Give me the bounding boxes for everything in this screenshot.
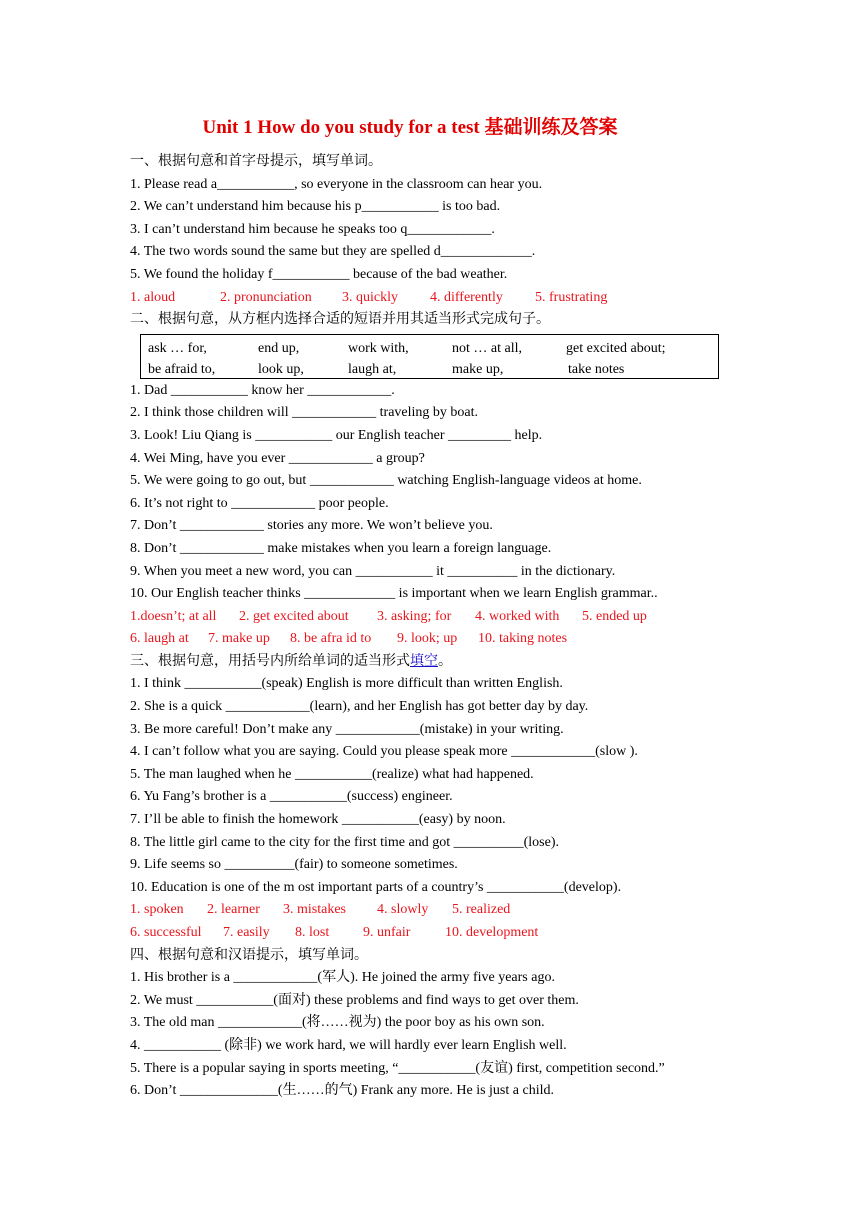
- document-body: [130, 151, 830, 1103]
- answer: 2. pronunciation: [220, 289, 312, 305]
- answer: 9. unfair: [363, 925, 411, 940]
- answer: 4. slowly: [377, 902, 429, 918]
- phrase: make up,: [452, 361, 504, 377]
- fill-blank-link[interactable]: 填空: [410, 653, 438, 669]
- section2-item: 8. Don’t ____________ make mistakes when you learn a foreign language.: [130, 540, 552, 556]
- section4-item: 4. ___________ (除非) we work hard, we will hardly ever learn English well.: [130, 1037, 567, 1053]
- answer: 4. differently: [430, 289, 503, 305]
- answer: 10. development: [445, 925, 539, 940]
- section3-heading-end: 。: [438, 653, 452, 669]
- phrase: not … at all,: [452, 340, 522, 356]
- answer: 3. mistakes: [283, 902, 346, 918]
- section3-item: 2. She is a quick ____________(learn), and her English has got better day by day.: [130, 699, 589, 715]
- section2-item: 1. Dad ___________ know her ____________.: [130, 382, 395, 398]
- section3-item: 3. Be more careful! Don’t make any ____________(mistake) in your writing.: [130, 721, 564, 737]
- section3-item: 10. Education is one of the m ost important parts of a country’s ___________(develop).: [130, 879, 622, 895]
- section3-heading-text: 三、根据句意，用括号内所给单词的适当形式: [130, 653, 410, 669]
- section4-item: 1. His brother is a ____________(军人). He joined the army five years ago.: [130, 970, 555, 986]
- phrase: end up,: [258, 340, 300, 356]
- section3-answers: [130, 922, 830, 945]
- phrase-box-row: [148, 359, 718, 380]
- section4-item: 6. Don’t ______________(生……的气) Frank any more. He is just a child.: [130, 1083, 554, 1099]
- phrase: ask … for,: [148, 340, 207, 356]
- section2-item: 10. Our English teacher thinks _____________ is important when we learn English grammar..: [130, 586, 658, 602]
- section3-heading: [130, 651, 830, 674]
- phrase: take notes: [568, 361, 625, 377]
- phrase: work with,: [348, 340, 409, 356]
- section3-item: 4. I can’t follow what you are saying. Could you please speak more ____________(slow ).: [130, 744, 638, 760]
- answer: 2. get excited about: [239, 608, 349, 624]
- section3-item: 8. The little girl came to the city for the first time and got __________(lose).: [130, 834, 559, 850]
- section1-heading: 一、根据句意和首字母提示，填写单词。: [130, 154, 382, 169]
- phrase: get excited about;: [566, 340, 666, 356]
- section2-answers: [130, 606, 830, 629]
- section2-item: 4. Wei Ming, have you ever ____________ a group?: [130, 450, 425, 466]
- answer: 8. be afra id to: [290, 631, 372, 647]
- answer: 3. quickly: [342, 289, 398, 305]
- section2-item: 6. It’s not right to ____________ poor people.: [130, 495, 389, 511]
- answer: 1.doesn’t; at all: [130, 608, 217, 624]
- section1-item: 4. The two words sound the same but they are spelled d_____________.: [130, 244, 536, 260]
- section3-item: 5. The man laughed when he ___________(realize) what had happened.: [130, 766, 534, 782]
- answer: 7. make up: [208, 631, 270, 647]
- section3-answers: [130, 899, 830, 922]
- section1-item: 3. I can’t understand him because he speaks too q____________.: [130, 221, 495, 237]
- section1-item: 1. Please read a___________, so everyone in the classroom can hear you.: [130, 176, 543, 192]
- answer: 7. easily: [223, 925, 270, 940]
- section4-item: 2. We must ___________(面对) these problems and find ways to get over them.: [130, 992, 579, 1008]
- section2-item: 7. Don’t ____________ stories any more. We won’t believe you.: [130, 518, 493, 534]
- section3-item: 6. Yu Fang’s brother is a ___________(success) engineer.: [130, 789, 453, 805]
- section2-item: 2. I think those children will ____________ traveling by boat.: [130, 405, 479, 421]
- section3-item: 7. I’ll be able to finish the homework ___________(easy) by noon.: [130, 812, 506, 828]
- section2-item: 9. When you meet a new word, you can ___________ it __________ in the dictionary.: [130, 563, 616, 579]
- section3-item: 1. I think ___________(speak) English is more difficult than written English.: [130, 676, 563, 692]
- answer: 2. learner: [207, 902, 260, 918]
- section4-item: 3. The old man ____________(将……视为) the poor boy as his own son.: [130, 1015, 545, 1031]
- section1-answers: [130, 287, 830, 310]
- answer: 5. ended up: [582, 608, 647, 624]
- phrase-box: [140, 334, 719, 379]
- answer: 8. lost: [295, 925, 330, 940]
- answer: 3. asking; for: [377, 608, 452, 624]
- section2-heading: 二、根据句意，从方框内选择合适的短语并用其适当形式完成句子。: [130, 312, 550, 328]
- answer: 5. realized: [452, 902, 511, 918]
- section2-item: 5. We were going to go out, but ____________ watching English-language videos at home.: [130, 473, 642, 489]
- phrase: be afraid to,: [148, 361, 216, 377]
- answer: 6. successful: [130, 925, 202, 940]
- section2-item: 3. Look! Liu Qiang is ___________ our English teacher _________ help.: [130, 427, 543, 443]
- section3-item: 9. Life seems so __________(fair) to someone sometimes.: [130, 857, 458, 873]
- section1-item: 2. We can’t understand him because his p___________ is too bad.: [130, 199, 501, 215]
- answer: 5. frustrating: [535, 289, 608, 305]
- answer: 1. aloud: [130, 289, 176, 305]
- answer: 1. spoken: [130, 902, 184, 918]
- section4-item: 5. There is a popular saying in sports meeting, “___________(友谊) first, competition second.”: [130, 1060, 665, 1076]
- answer: 10. taking notes: [478, 631, 568, 647]
- phrase: look up,: [258, 361, 304, 377]
- answer: 4. worked with: [475, 608, 560, 624]
- phrase-box-row: [148, 338, 718, 359]
- section2-answers: [130, 628, 830, 651]
- answer: 9. look; up: [397, 631, 458, 647]
- section4-heading: 四、根据句意和汉语提示，填写单词。: [130, 947, 368, 963]
- document-title: Unit 1 How do you study for a test 基础训练及答案: [202, 117, 618, 138]
- phrase: laugh at,: [348, 361, 397, 377]
- section1-item: 5. We found the holiday f___________ because of the bad weather.: [130, 266, 508, 282]
- answer: 6. laugh at: [130, 631, 189, 647]
